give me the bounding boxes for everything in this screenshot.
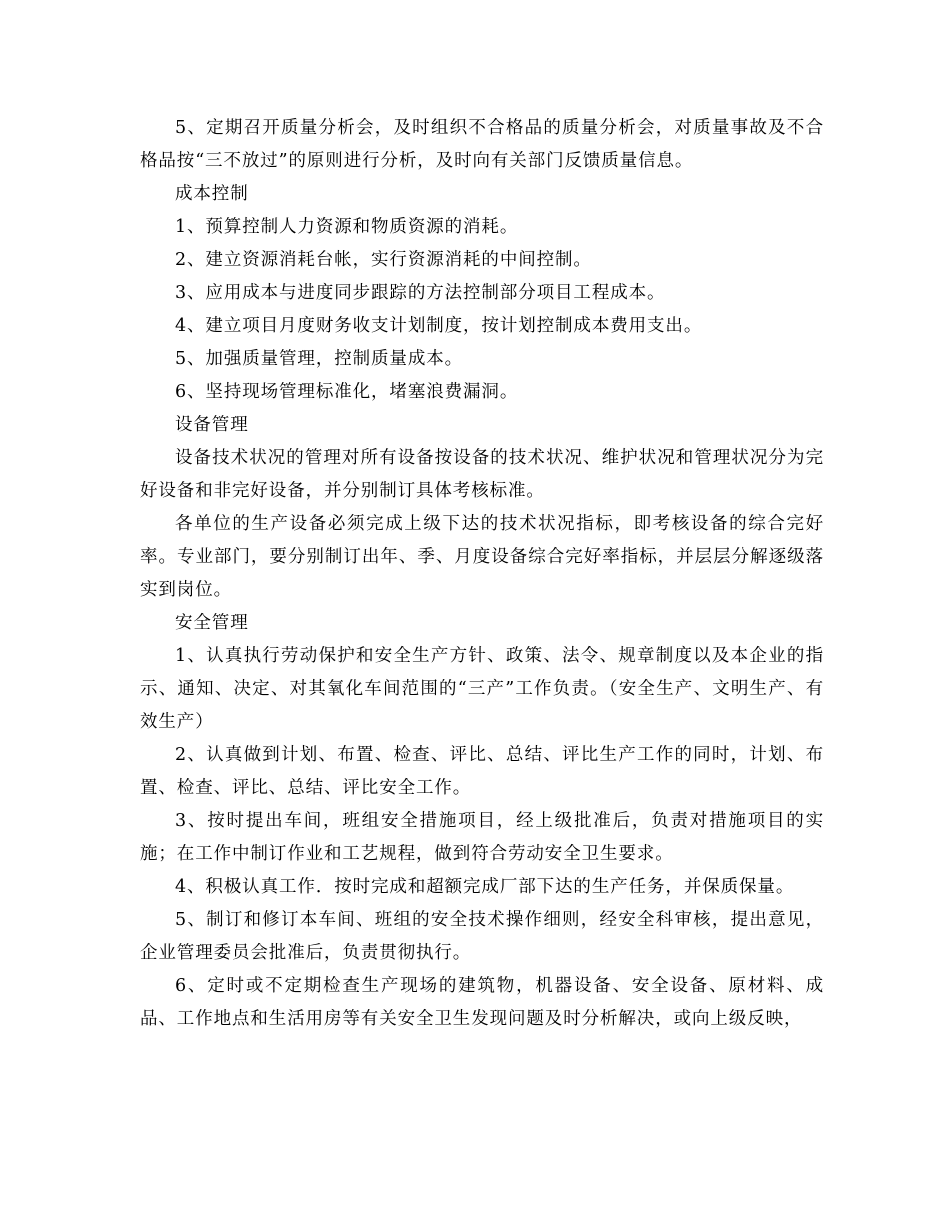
paragraph-equipment-2: 各单位的生产设备必须完成上级下达的技术状况指标，即考核设备的综合完好率。专业部门，要分别制订出年、季、月度设备综合完好率指标，并层层分解逐级落实到岗位。 (140, 514, 824, 600)
paragraph-cost-1: 1、预算控制人力资源和物质资源的消耗。 (175, 217, 519, 237)
paragraph-cost-2: 2、建立资源消耗台帐，实行资源消耗的中间控制。 (175, 250, 592, 270)
paragraph-safety-3: 3、按时提出车间，班组安全措施项目，经上级批准后，负责对措施项目的实施；在工作中制订作业和工艺规程，做到符合劳动安全卫生要求。 (140, 811, 824, 864)
document-body (140, 112, 824, 1036)
paragraph-cost-6: 6、坚持现场管理标准化，堵塞浪费漏洞。 (175, 382, 519, 402)
paragraph-cost-4: 4、建立项目月度财务收支计划制度，按计划控制成本费用支出。 (175, 316, 703, 336)
paragraph-quality-analysis: 5、定期召开质量分析会，及时组织不合格品的质量分析会，对质量事故及不合格品按“三不放过”的原则进行分析，及时向有关部门反馈质量信息。 (140, 118, 824, 171)
heading-cost-control: 成本控制 (175, 184, 249, 204)
paragraph-safety-6: 6、定时或不定期检查生产现场的建筑物，机器设备、安全设备、原材料、成品、工作地点和生活用房等有关安全卫生发现问题及时分析解决，或向上级反映， (140, 976, 824, 1029)
heading-safety-management: 安全管理 (175, 613, 249, 633)
heading-equipment-management: 设备管理 (175, 415, 249, 435)
paragraph-safety-1: 1、认真执行劳动保护和安全生产方针、政策、法令、规章制度以及本企业的指示、通知、决定、对其氧化车间范围的“三产”工作负责。（安全生产、文明生产、有效生产） (140, 646, 824, 732)
paragraph-safety-2: 2、认真做到计划、布置、检查、评比、总结、评比生产工作的同时，计划、布置、检查、评比、总结、评比安全工作。 (140, 745, 824, 798)
paragraph-cost-5: 5、加强质量管理，控制质量成本。 (175, 349, 464, 369)
paragraph-cost-3: 3、应用成本与进度同步跟踪的方法控制部分项目工程成本。 (175, 283, 666, 303)
paragraph-equipment-1: 设备技术状况的管理对所有设备按设备的技术状况、维护状况和管理状况分为完好设备和非完好设备，并分别制订具体考核标准。 (140, 448, 824, 501)
paragraph-safety-4: 4、积极认真工作．按时完成和超额完成厂部下达的生产任务，并保质保量。 (175, 877, 795, 897)
paragraph-safety-5: 5、制订和修订本车间、班组的安全技术操作细则，经安全科审核，提出意见，企业管理委员会批准后，负责贯彻执行。 (140, 910, 824, 963)
